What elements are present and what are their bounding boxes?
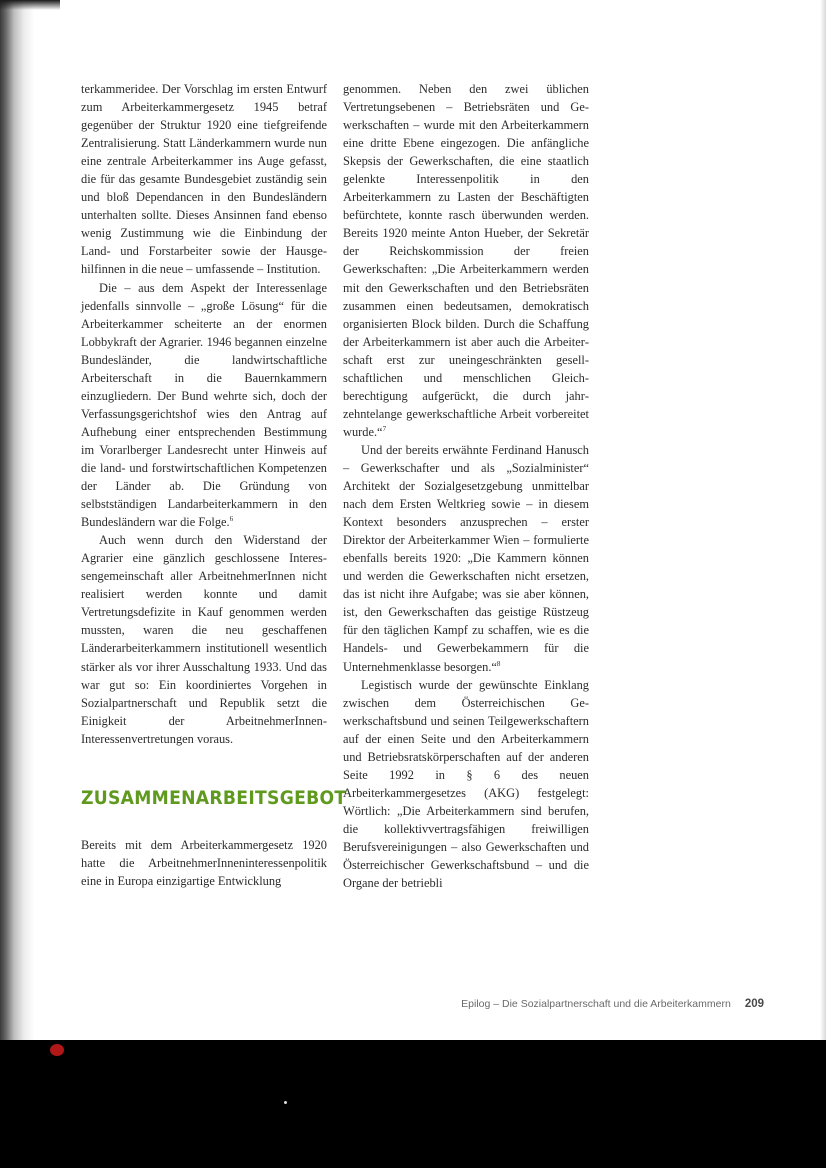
left-text-column [81, 80, 347, 890]
footnote-marker: 8 [496, 659, 501, 668]
footnote-marker: 6 [229, 515, 234, 524]
right-text-column [343, 80, 589, 892]
footnote-marker: 7 [382, 424, 387, 433]
scan-speck [284, 1101, 287, 1104]
paragraph-text: Und der bereits erwähnte Ferdinand Hanusch – Gewerkschafter und als „Sozialminister“ Architekt der Sozialgesetzgebung unmittelbar nach dem Ersten Weltkrieg sowie – in diesem Kontext besonders anzusprechen – erster Direktor der Arbeiterkammer Wien – formulierte ebenfalls bereits 1920: „Die Kammern können und werden die Gewerkschaften nicht ersetzen, das ist nicht ihre Aufgabe; was sie aber können, ist, den Gewerkschaften das geistige Rüstzeug für den täglichen Kampf zu schaffen, wie es die Handels- und Gewerbekammern für die Unternehmenklasse besorgen.“ [343, 442, 589, 674]
paragraph: Bereits mit dem Arbeiterkammergesetz 1920 hatte die ArbeitnehmerInneninteressenpolitik eine in Europa einzigartige Entwicklung [81, 837, 327, 888]
paragraph: Legistisch wurde der gewünschte Einklang zwischen dem Österreichischen Gewerkschaftsbund und seinen Teilgewerkschaftern auf der einen Seite und den Arbeiterkammern und Betriebsratskörperschaften auf der anderen Seite 1992 in § 6 des neuen Arbeiterkammergesetzes (AKG) festgelegt: Wörtlich: „Die Arbeiterkammern sind berufen, die kollektivvertragsfähigen freiwilligen Berufsvereinigungen – also Gewerkschaften und Österreichischer Gewerkschaftsbund – und die Organe der betriebli [343, 677, 589, 891]
paragraph: Auch wenn durch den Widerstand der Agrarier eine gänzlich geschlossene Interessengemeinschaft aller ArbeitnehmerInnen nicht realisiert werden konnte und damit Vertretungsdefizite in Kauf genommen werden mussten, waren die neu geschaffenen Länderarbeiterkammern institutionell wesentlich stärker als vor ihrer Ausschaltung 1933. Und das war gut so: Ein koordiniertes Vorgehen in Sozialpartnerschaft und Republik setzt die Einigkeit der ArbeitnehmerInnen-Interessenvertretungen voraus. [81, 533, 327, 746]
scan-red-mark [50, 1044, 64, 1056]
paragraph [81, 279, 327, 532]
scan-shadow-left [0, 0, 34, 1040]
scan-dark-area [0, 1040, 826, 1168]
paragraph-text: Die – aus dem Aspekt der Interessenlage jedenfalls sinnvolle – „große Lösung“ für die Arbeiterkammer scheiterte an der enormen Lobbykraft der Agrarier. 1946 begannen einzelne Bundesländer, die landwirtschaftliche Arbeiterschaft in die Bauernkammern einzugliedern. Der Bund wehrte sich, doch der Verfassungsgerichtshof wies den Antrag auf Aufhebung einer entsprechenden Bestimmung im Vorarlberger Landesrecht unter Hinweis auf die land- und forstwirtschaftlichen Kompetenzen der Länder ab. Die Gründung von selbstständigen Landarbeiterkammern in den Bundesländern war die Folge. [81, 280, 327, 530]
scan-edge-right [820, 0, 826, 1040]
running-title: Epilog – Die Sozialpartnerschaft und die Arbeiterkammern [461, 998, 731, 1010]
page-footer [461, 998, 764, 1010]
section-heading: ZUSAMMENARBEITSGEBOT [81, 787, 347, 809]
paragraph-text: genommen. Neben den zwei üblichen Vertretungsebenen – Betriebsräten und Gewerkschaften – wurde mit den Arbeiterkammern eine dritte Ebene eingezogen. Die anfängliche Skepsis der Gewerkschaften, die eine staatlich gelenkte Interessenpolitik in den Arbeiterkammern zu Lasten der Beschäftigten befürchtete, konnte rasch überwunden werden. Bereits 1920 meinte Anton Hueber, der Sekretär der Reichskommission der freien Gewerkschaften: „Die Arbeiterkammern werden mit den Gewerkschaften und den Betriebsräten zusammen einen bedeutsamen, demokratisch organisierten Block bilden. Durch die Schaffung der Arbeiterkammern ist aber auch die Arbeiterschaft erst zur uneingeschränkten gesellschaftlichen und menschlichen Gleichberechtigung aufgerückt, die durch jahrzehntelange gewerkschaftliche Arbeit vorbereitet wurde.“ [343, 82, 589, 439]
page-number: 209 [744, 998, 764, 1010]
scan-edge-top [0, 0, 60, 10]
paragraph: terkammeridee. Der Vorschlag im ersten Entwurf zum Arbeiterkammergesetz 1945 betraf gegenüber der Struktur 1920 eine tiefgreifende Zentralisierung. Statt Länderkammern wurde nun eine zentrale Arbeiterkammer ins Auge gefasst, die für das gesamte Bundesgebiet zuständig sein und bloß Dependancen in den Bundesländern unterhalten sollte. Dieses Ansinnen fand ebenso wenig Zustimmung wie die Einbindung der Land- und Forstarbeiter sowie der Hausgehilfinnen in die neue – umfassende – Institution. [81, 82, 327, 277]
paragraph [343, 80, 589, 441]
paragraph [343, 441, 589, 676]
